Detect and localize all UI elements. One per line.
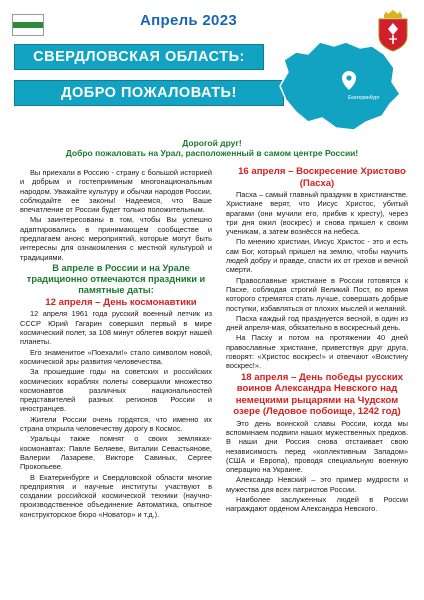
easter-heading: 16 апреля – Воскресение Христово (Пасха) xyxy=(238,166,406,189)
cosmonautics-paragraph: Его знаменитое «Поехали!» стало символом новой, космической эры развития человечества. xyxy=(20,347,212,366)
map-city-label: Екатеринбург xyxy=(348,95,380,101)
cosmonautics-paragraph: За прошедшие годы на советских и российских космических кораблях полеты совершили множество космонавтов различных национальностей представителей разных регионов России и иностранцев. xyxy=(20,367,212,414)
intro-paragraph: Вы приехали в Россию - страну с большой историей и добрым и гостеприимным многонациональным народом. Уважайте культуру и обычаи народов России, соблюдайте ее законы! Надеемся, что Ваше впечатление от России будет только положительным. xyxy=(20,168,212,215)
easter-paragraph: На Пасху и потом на протяжении 40 дней православные христиане, приветствуя друг друга, говорят: «Христос воскрес!» и отвечают «Воистину воскрес!». xyxy=(226,333,408,371)
region-map-icon xyxy=(262,38,404,134)
easter-paragraph: По мнению христиан, Иисус Христос - это и есть сам Бог, который пришел на землю, чтобы научить людей добру и правде, спасти их от грехов и вечной смерти. xyxy=(226,237,408,275)
intro-paragraph: Мы заинтересованы в том, чтобы Вы успешно адаптировались в принимающем сообществе и предлагаем анонс мероприятий, которые могут быть интересны для ознакомления с местной культурой и традициями. xyxy=(20,215,212,262)
easter-paragraph: Православные христиане в России готовятся к Пасхе, соблюдая строгий Великий Пост, во время которого стремятся стать лучше, совершать добрые поступки, избавляться от плохих мыслей и желаний. xyxy=(226,275,408,313)
cosmonautics-heading: 12 апреля – День космонавтики xyxy=(45,296,197,308)
left-column xyxy=(20,168,212,520)
easter-paragraph: Пасха – самый главный праздник в христианстве. Христиане верят, что Иисус Христос, убитый врагами (они мучили его, прибив к кресту), через три дня ожил (воскрес) и снова пришел к своим ученикам, а затем вознёсся на небеса. xyxy=(226,190,408,237)
cosmonautics-paragraph: 12 апреля 1961 года русский военный летчик из СССР Юрий Гагарин совершил первый в мире космический полет, за 108 минут облетев вокруг нашей планеты. xyxy=(20,309,212,347)
issue-month: Апрель 2023 xyxy=(140,12,237,29)
dates-heading: В апреле в России и на Урале традиционно отмечаются праздники и памятные даты: xyxy=(26,262,206,295)
sverdlovsk-flag-icon xyxy=(12,14,44,36)
cosmonautics-paragraph: В Екатеринбурге и Свердловской области многие предприятия и научные институты участвуют в создании российской космической техники (научно-производственное объединение Автоматика, опытное конструкторское бюро «Новатор» и т.д.). xyxy=(20,472,212,519)
banner-region-title: СВЕРДЛОВСКАЯ ОБЛАСТЬ: xyxy=(14,44,264,70)
banner-welcome: ДОБРО ПОЖАЛОВАТЬ! xyxy=(14,80,284,106)
nevsky-paragraph: Наиболее заслуженных людей в России награждают орденом Александра Невского. xyxy=(226,495,408,514)
cosmonautics-paragraph: Жители России очень гордятся, что именно их страна открыла человечеству дорогу в Космос. xyxy=(20,414,212,434)
nevsky-paragraph: Это день воинской славы России, когда мы вспоминаем подвиги наших мужественных предков. В наши дни Россия снова отстаивает свою независимость перед «коллективным Западом» (США и Европа), проводя специальную военную операцию на Украине. xyxy=(226,418,408,475)
easter-paragraph: Пасха каждый год празднуется весной, в один из дней апреля-мая, обязательно в воскресный день. xyxy=(226,313,408,333)
right-column xyxy=(226,166,408,515)
nevsky-paragraph: Александр Невский – это пример мудрости и мужества для всех патриотов России. xyxy=(226,475,408,494)
greeting-title: Дорогой друг! xyxy=(182,138,242,148)
cosmonautics-paragraph: Уральцы также помнят о своих земляках-космонавтах: Павле Беляеве, Виталии Севастьянове, Валерии Лазареве, Викторе Савиных, Сергее Прокопьеве. xyxy=(20,434,212,472)
greeting-subtitle: Добро пожаловать на Урал, расположенный в самом центре России! xyxy=(65,148,359,158)
nevsky-heading: 18 апреля – День победы русских воинов Александра Невского над немецкими рыцарями на Чудском озере (Ледовое побоище, 1242 год) xyxy=(233,371,404,418)
